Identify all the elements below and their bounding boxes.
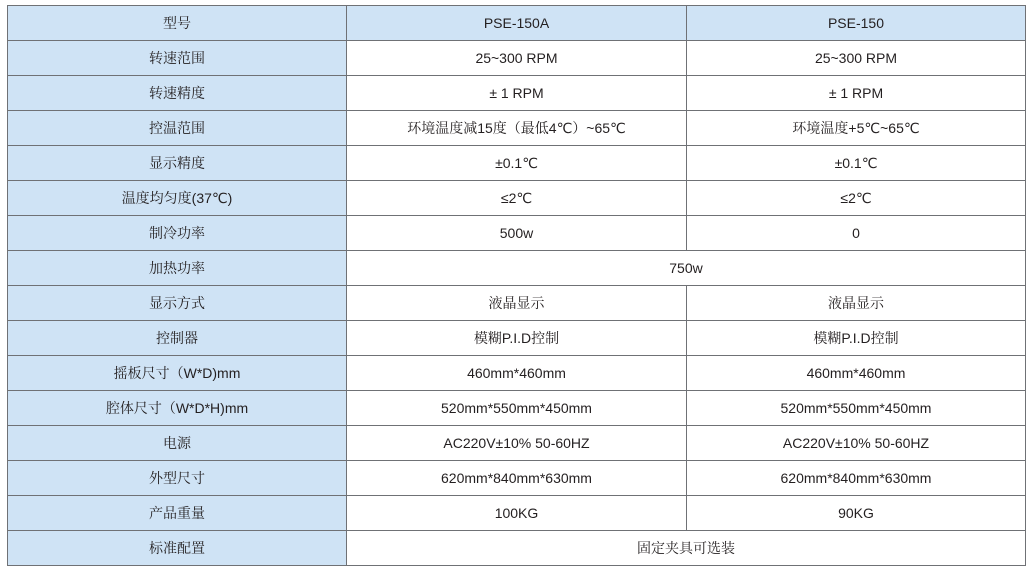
cell-a: 25~300 RPM: [347, 41, 687, 76]
row-label: 转速精度: [8, 76, 347, 111]
cell-b: 25~300 RPM: [687, 41, 1026, 76]
cell-a: ± 1 RPM: [347, 76, 687, 111]
row-label: 控温范围: [8, 111, 347, 146]
table-row: [8, 41, 1026, 76]
cell-a: 液晶显示: [347, 286, 687, 321]
row-label: 外型尺寸: [8, 461, 347, 496]
table-row-model: [8, 6, 1026, 41]
row-label: 控制器: [8, 321, 347, 356]
row-label: 显示精度: [8, 146, 347, 181]
cell-a: ≤2℃: [347, 181, 687, 216]
cell-merged: 固定夹具可选装: [347, 531, 1026, 566]
table-row: [8, 461, 1026, 496]
row-label: 型号: [8, 6, 347, 41]
cell-b: 620mm*840mm*630mm: [687, 461, 1026, 496]
row-label: 显示方式: [8, 286, 347, 321]
row-label: 标准配置: [8, 531, 347, 566]
cell-a: 100KG: [347, 496, 687, 531]
row-label: 温度均匀度(37℃): [8, 181, 347, 216]
cell-b: 520mm*550mm*450mm: [687, 391, 1026, 426]
table-row: [8, 251, 1026, 286]
cell-merged: 750w: [347, 251, 1026, 286]
table-row: [8, 216, 1026, 251]
row-label: 转速范围: [8, 41, 347, 76]
cell-a: 460mm*460mm: [347, 356, 687, 391]
cell-b: ≤2℃: [687, 181, 1026, 216]
cell-b: 模糊P.I.D控制: [687, 321, 1026, 356]
table-row: [8, 286, 1026, 321]
cell-a: 模糊P.I.D控制: [347, 321, 687, 356]
row-label: 腔体尺寸（W*D*H)mm: [8, 391, 347, 426]
table-row: [8, 111, 1026, 146]
table-row: [8, 496, 1026, 531]
row-label: 制冷功率: [8, 216, 347, 251]
table-row: [8, 391, 1026, 426]
cell-b: 液晶显示: [687, 286, 1026, 321]
cell-b: 90KG: [687, 496, 1026, 531]
cell-b: ± 1 RPM: [687, 76, 1026, 111]
spec-table: [7, 5, 1026, 566]
model-header-a: PSE-150A: [347, 6, 687, 41]
table-row: [8, 146, 1026, 181]
table-row: [8, 356, 1026, 391]
cell-a: 620mm*840mm*630mm: [347, 461, 687, 496]
row-label: 摇板尺寸（W*D)mm: [8, 356, 347, 391]
table-row: [8, 321, 1026, 356]
model-header-b: PSE-150: [687, 6, 1026, 41]
cell-a: AC220V±10% 50-60HZ: [347, 426, 687, 461]
table-row: [8, 181, 1026, 216]
cell-b: 460mm*460mm: [687, 356, 1026, 391]
cell-b: 0: [687, 216, 1026, 251]
table-row: [8, 531, 1026, 566]
cell-b: 环境温度+5℃~65℃: [687, 111, 1026, 146]
row-label: 加热功率: [8, 251, 347, 286]
table-row: [8, 426, 1026, 461]
row-label: 电源: [8, 426, 347, 461]
cell-a: 500w: [347, 216, 687, 251]
cell-a: ±0.1℃: [347, 146, 687, 181]
cell-a: 520mm*550mm*450mm: [347, 391, 687, 426]
row-label: 产品重量: [8, 496, 347, 531]
table-row: [8, 76, 1026, 111]
cell-b: AC220V±10% 50-60HZ: [687, 426, 1026, 461]
cell-a: 环境温度减15度（最低4℃）~65℃: [347, 111, 687, 146]
cell-b: ±0.1℃: [687, 146, 1026, 181]
spec-table-container: [7, 5, 1026, 566]
